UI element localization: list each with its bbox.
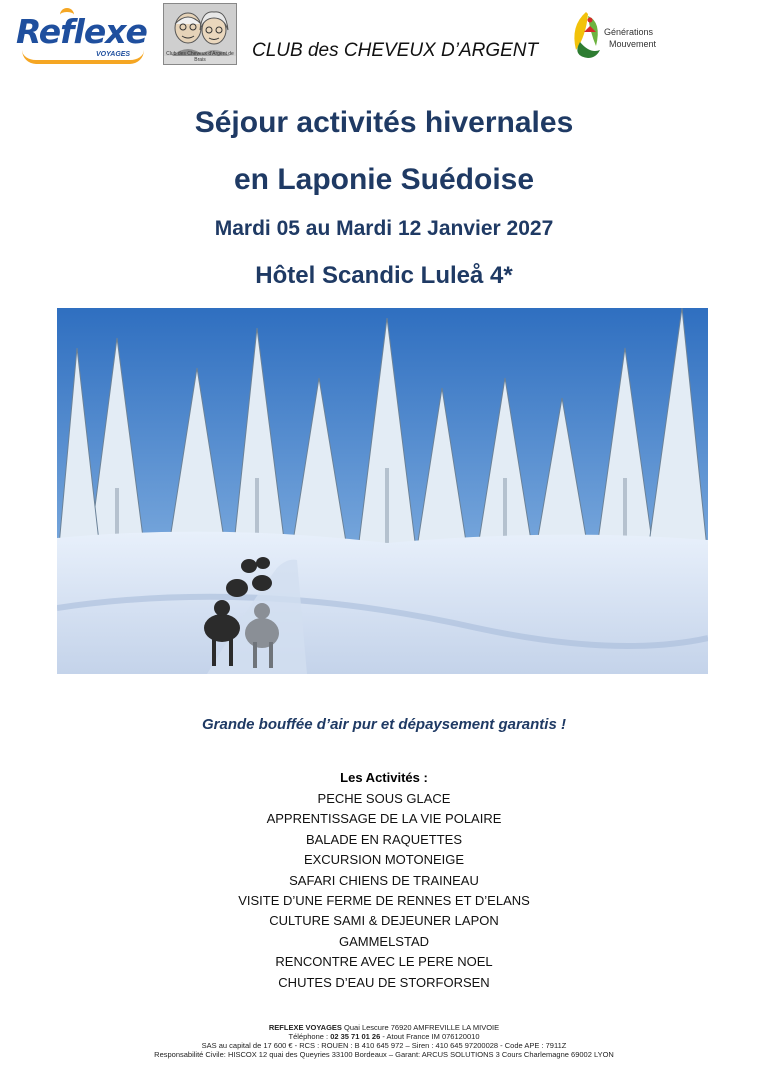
hotel-name: Hôtel Scandic Luleå 4* [255,262,513,289]
mouvement-text: Mouvement [609,39,657,49]
trip-dates: Mardi 05 au Mardi 12 Janvier 2027 [214,217,554,240]
reflexe-logo-sub: VOYAGES [96,51,131,58]
footer-line-2 [0,1032,768,1041]
list-item: APPRENTISSAGE DE LA VIE POLAIRE [266,811,502,827]
tagline: Grande bouffée d’air pur et dépaysement garantis ! [202,716,566,733]
reflexe-logo-wordmark: Reflexe [16,12,147,51]
footer-phone: 02 35 71 01 26 [330,1032,381,1041]
reflexe-logo [14,10,146,60]
activities-heading: Les Activités : [340,770,428,785]
club-logo [163,3,237,65]
footer-legal: SAS au capital de 17 600 € - RCS : ROUEN : B 410 645 972 – Siren : 410 645 97200028 - Code APE : 7911Z [201,1041,567,1050]
sun-arc-icon [60,8,74,20]
list-item: GAMMELSTAD [338,933,430,949]
elderly-couple-icon [164,4,236,56]
main-title-line2: en Laponie Suédoise [233,163,535,196]
club-logo-tag: Club des Cheveux d'Argent de Brais [166,51,234,63]
list-item: CULTURE SAMI & DEJEUNER LAPON [269,913,499,929]
footer-atout: - Atout France IM 076120010 [382,1032,480,1041]
footer-insurance: Responsabilité Civile: HISCOX 12 quai des Queyries 33100 Bordeaux – Garant: ARCUS SOLUTIONS 3 Cours Charlemagne 69002 LYON [154,1050,614,1059]
list-item: CHUTES D’EAU DE STORFORSEN [278,974,490,990]
generations-mouvement-logo [566,6,666,62]
club-title: CLUB des CHEVEUX D’ARGENT [252,40,539,61]
list-item: PECHE SOUS GLACE [317,791,451,806]
footer-phone-label: Téléphone : [288,1032,329,1041]
photo-illustration [57,308,708,674]
generations-text: Générations [604,27,654,37]
list-item: VISITE D’UNE FERME DE RENNES ET D’ELANS [238,892,530,908]
footer [0,1023,768,1059]
footer-line-1 [0,1023,768,1032]
footer-address: Quai Lescure 76920 AMFREVILLE LA MIVOIE [344,1023,500,1032]
footer-brand: REFLEXE VOYAGES [268,1023,342,1032]
list-item: EXCURSION MOTONEIGE [303,852,465,868]
activities-list [0,789,768,993]
list-item: BALADE EN RAQUETTES [305,831,463,847]
snowy-forest-dog-sled-photo [57,308,708,674]
main-title-line1: Séjour activités hivernales [194,106,574,139]
header [0,0,768,80]
list-item: RENCONTRE AVEC LE PERE NOEL [275,954,493,970]
list-item: SAFARI CHIENS DE TRAINEAU [289,872,479,888]
